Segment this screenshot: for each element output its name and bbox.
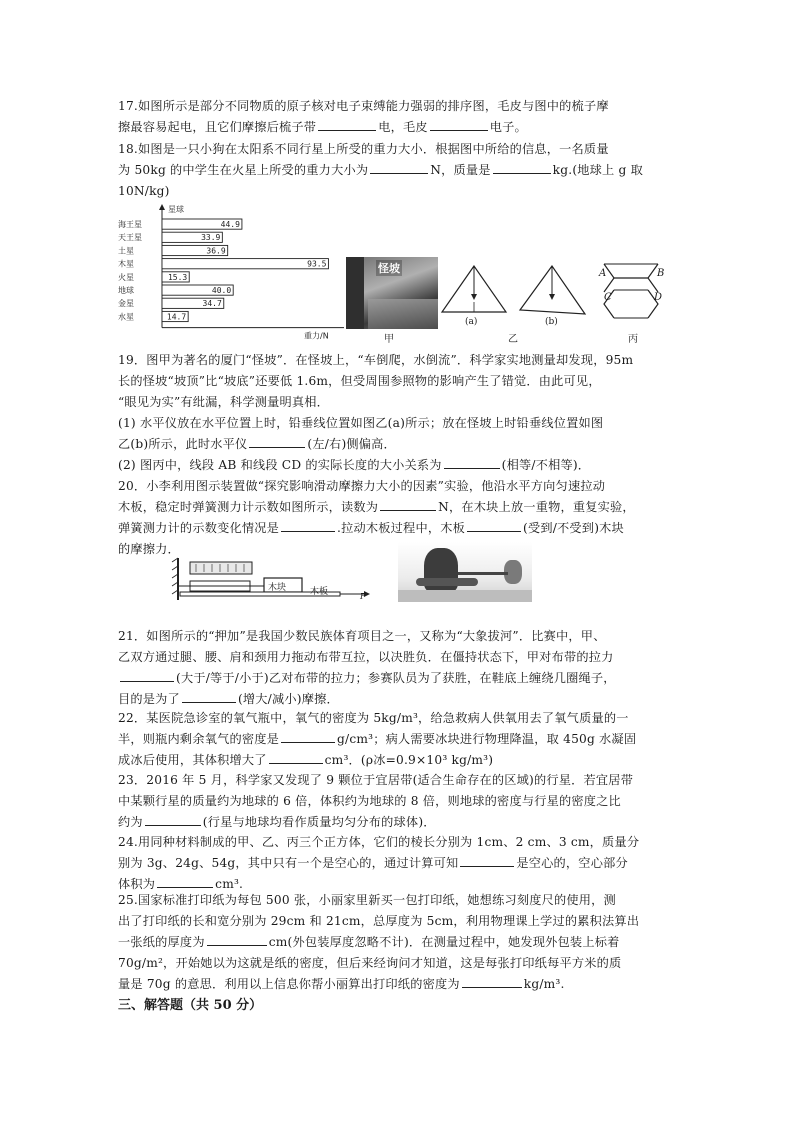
board-label: 木板 xyxy=(310,587,329,597)
question-21 xyxy=(118,626,678,710)
q18-line3: 10N/kg) xyxy=(118,184,170,198)
q20-line2: 木板，稳定时弹簧测力计示数如图所示，读数为 N，在木块上放一重物，重复实验， xyxy=(118,500,635,514)
triangle-b xyxy=(520,266,585,314)
q19-line2: 长的怪坡“坡顶”比“坡底”还要低 1.6m，但受周围参照物的影响产生了错觉．由此可见， xyxy=(118,374,601,388)
answer-blank xyxy=(281,730,335,743)
bar-value-label: 36.9 xyxy=(206,246,226,256)
bar-value-label: 40.0 xyxy=(211,286,232,295)
q17-line2: 擦最容易起电，且它们摩擦后梳子带 电，毛皮 电子。 xyxy=(118,120,527,134)
question-25 xyxy=(118,890,678,995)
bar-value-label: 15.3 xyxy=(167,272,188,282)
label-D: D xyxy=(654,292,663,303)
fig-label-bing: 丙 xyxy=(628,334,638,345)
answer-blank xyxy=(467,519,521,532)
answer-blank xyxy=(249,435,305,448)
q20-line1: 20．小李利用图示装置做“探究影响滑动摩擦力大小的因素”实验，他沿水平方向匀速拉动 xyxy=(118,479,606,493)
ground xyxy=(398,590,532,602)
q23-line1: 23．2016 年 5 月，科学家又发现了 9 颗位于宜居带(适合生命存在的区域)的行星．若宜居带 xyxy=(118,773,634,787)
question-17 xyxy=(118,96,678,138)
q25-line2: 出了打印纸的长和宽分别为 29cm 和 21cm，总厚度为 5cm，利用物理课上学过的累积法算出 xyxy=(118,914,640,928)
answer-blank xyxy=(460,854,514,867)
cloth-strap xyxy=(458,572,508,575)
q21-line1: 21．如图所示的“押加”是我国少数民族体育项目之一，又称为“大象拔河”．比赛中，甲、 xyxy=(118,629,606,643)
question-23 xyxy=(118,770,678,833)
q21-line3: (大于/等于/小于)乙对布带的拉力；参赛队员为了获胜，在鞋底上缠绕几圈绳子， xyxy=(118,668,678,689)
q20-line3: 弹簧测力计的示数变化情况是 .拉动木板过程中，木板 (受到/不受到)木块 xyxy=(118,521,624,535)
label-C: C xyxy=(604,292,612,303)
photo-tree-shadow xyxy=(346,257,364,329)
q20-line4: 的摩擦力． xyxy=(118,542,180,556)
category-label: 海王星 xyxy=(118,220,142,229)
q25-line5: 量是 70g 的意思．利用以上信息你帮小丽算出打印纸的密度为 kg/m³. xyxy=(118,977,565,991)
answer-blank xyxy=(430,118,488,131)
photo-road xyxy=(368,299,438,329)
q23-line3: 约为 (行星与地球均看作质量均匀分布的球体)． xyxy=(118,815,436,829)
category-label: 水星 xyxy=(118,312,134,322)
label-A: A xyxy=(599,268,607,279)
q19-line3: “眼见为实”有纰漏，科学测量明真相． xyxy=(118,395,330,409)
q19-line6: (2) 图丙中，线段 AB 和线段 CD 的实际长度的大小关系为 (相等/不相等)． xyxy=(118,458,591,472)
category-label: 火星 xyxy=(118,272,134,282)
fig-label-b: (b) xyxy=(545,317,558,327)
q18-line1: 18.如图是一只小狗在太阳系不同行星上所受的重力大小．根据图中所给的信息，一名质量 xyxy=(118,142,609,156)
fig-label-jia: 甲 xyxy=(384,334,394,345)
triangle-a xyxy=(442,266,506,312)
q23-line2: 中某颗行星的质量约为地球的 6 倍，体积约为地球的 8 倍，则地球的密度与行星的密度之比 xyxy=(118,794,621,808)
bar-value-label: 34.7 xyxy=(202,299,222,309)
x-axis-label: 重力/N xyxy=(304,331,329,341)
answer-blank xyxy=(462,975,522,988)
q22-line2: 半，则瓶内剩余氧气的密度是 g/cm³；病人需要冰块进行物理降温，取 450g 水凝固 xyxy=(118,732,637,746)
photo-label: 怪坡 xyxy=(378,262,400,275)
block-label: 木块 xyxy=(268,583,287,593)
bar-value-label: 14.7 xyxy=(166,312,187,322)
answer-blank xyxy=(281,519,335,532)
question-18 xyxy=(118,139,678,202)
category-label: 天王星 xyxy=(118,233,142,243)
q25-line1: 25.国家标准打印纸为每包 500 张，小丽家里新买一包打印纸，她想练习刻度尺的使用，测 xyxy=(118,893,616,907)
q25-line3: 一张纸的厚度为 cm(外包装厚度忽略不计)．在测量过程中，她发现外包装上标着 xyxy=(118,935,620,949)
answer-blank xyxy=(157,875,213,888)
category-label: 地球 xyxy=(118,286,134,295)
fig-label-a: (a) xyxy=(465,317,478,327)
q19-line1: 19．图甲为著名的厦门“怪坡”．在怪坡上，“车倒爬，水倒流”．科学家实地测量却发现，95m xyxy=(118,353,634,367)
bar-value-label: 44.9 xyxy=(220,220,240,229)
athlete-1-arm xyxy=(416,578,478,586)
chart-title: 星球 xyxy=(168,205,184,214)
answer-blank xyxy=(493,161,551,174)
category-label: 木星 xyxy=(118,259,134,269)
answer-blank xyxy=(120,669,174,682)
answer-blank xyxy=(145,813,201,826)
answer-blank xyxy=(318,118,376,131)
weird-slope-photo xyxy=(346,257,438,329)
answer-blank xyxy=(269,751,323,764)
yajia-photo xyxy=(398,542,532,602)
category-label: 土星 xyxy=(118,246,134,256)
fig-label-yi: 乙 xyxy=(508,334,518,345)
q22-line3: 成冰后使用，其体积增大了 cm³．(ρ冰=0.9×10³ kg/m³) xyxy=(118,753,494,767)
q24-line2: 别为 3g、24g、54g，其中只有一个是空心的，通过计算可知 是空心的，空心部分 xyxy=(118,856,628,870)
q25-line4: 70g/m²，开始她以为这就是纸的密度，但后来经询问才知道，这是每张打印纸每平方米的质 xyxy=(118,956,622,970)
answer-blank xyxy=(444,456,500,469)
y-axis-arrow xyxy=(159,204,165,210)
force-label-F: F xyxy=(360,592,366,601)
bar-value-label: 33.9 xyxy=(201,233,221,243)
q24-line1: 24.用同种材料制成的甲、乙、丙三个正方体，它们的棱长分别为 1cm、2 cm、3 cm，质量分 xyxy=(118,835,640,849)
answer-blank xyxy=(380,498,436,511)
answer-blank xyxy=(207,933,267,946)
bar xyxy=(162,259,328,269)
answer-blank xyxy=(182,690,236,703)
question-22 xyxy=(118,708,678,771)
label-B: B xyxy=(657,268,665,279)
answer-blank xyxy=(370,161,428,174)
q17-line1: 17.如图所示是部分不同物质的原子核对电子束缚能力强弱的排序图，毛皮与图中的梳子摩 xyxy=(118,99,609,113)
section-heading-3: 三、解答题（共 50 分） xyxy=(118,998,263,1013)
q18-line2: 为 50kg 的中学生在火星上所受的重力大小为 N，质量是 kg.(地球上 g 取 xyxy=(118,163,643,177)
q19-line5: 乙(b)所示，此时水平仪 (左/右)侧偏高． xyxy=(118,437,396,451)
question-19 xyxy=(118,350,678,476)
bar-value-label: 93.5 xyxy=(307,259,327,269)
q22-line1: 22．某医院急诊室的氧气瓶中，氧气的密度为 5kg/m³，给急救病人供氧用去了氧气质量的一 xyxy=(118,711,629,725)
q21-line4: 目的是为了 (增大/减小)摩擦． xyxy=(118,692,339,706)
category-label: 金星 xyxy=(118,299,134,309)
q19-line4: (1) 水平仪放在水平位置上时，铅垂线位置如图乙(a)所示；放在怪坡上时铅垂线位置如图 xyxy=(118,416,604,430)
q21-line2: 乙双方通过腿、腰、肩和颈用力拖动布带互拉，以决胜负．在僵持状态下，甲对布带的拉力 xyxy=(118,650,614,664)
q24-line3: 体积为 cm³. xyxy=(118,877,244,891)
gravity-bar-chart xyxy=(118,202,346,344)
question-24 xyxy=(118,832,678,895)
